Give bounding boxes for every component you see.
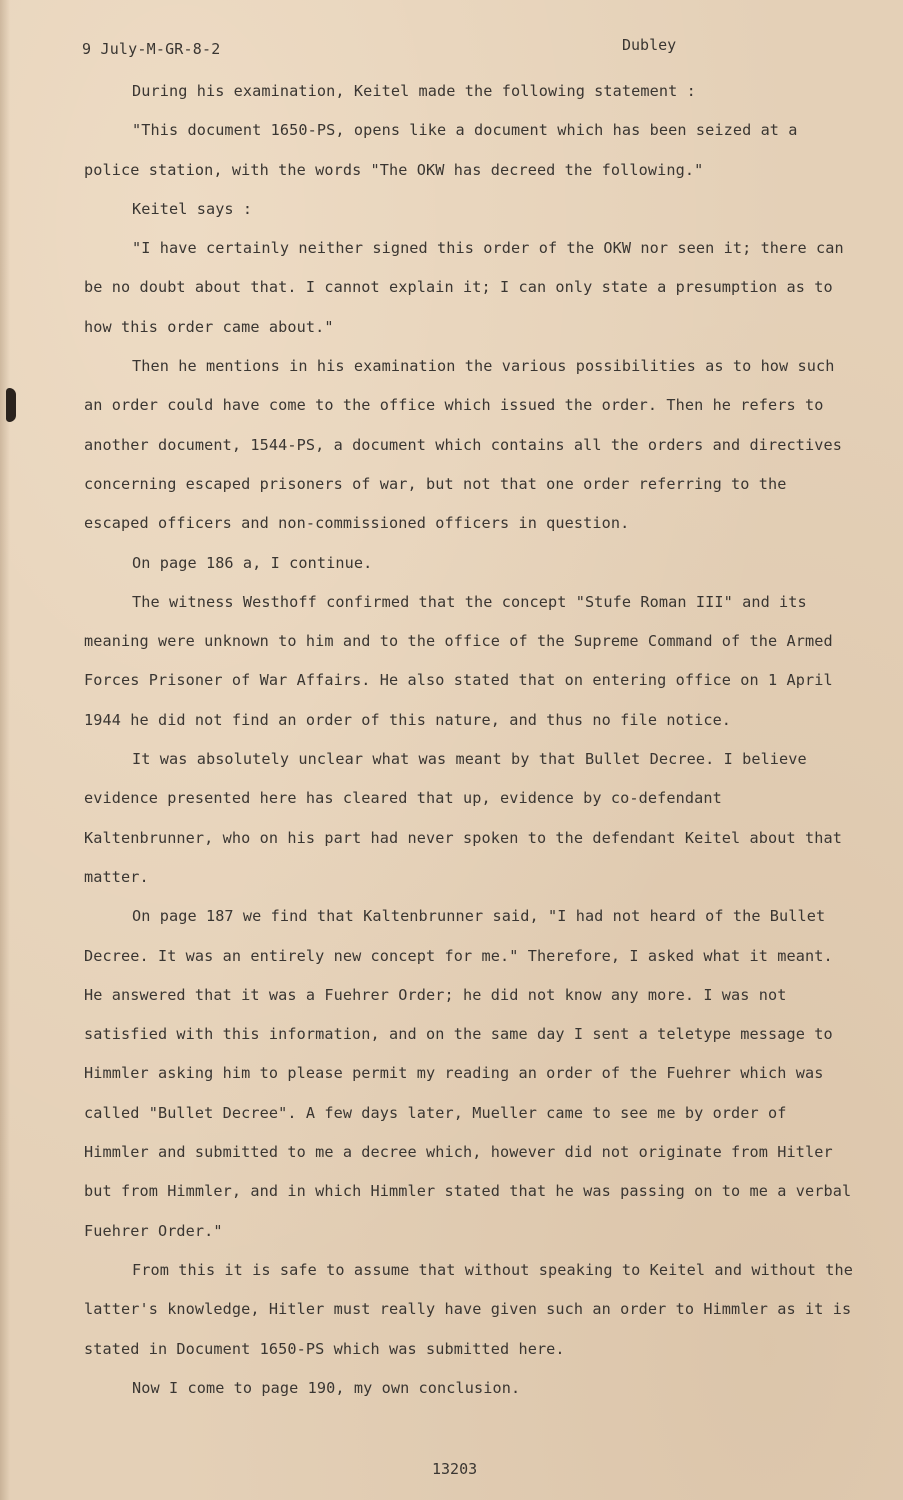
paragraph: On page 187 we find that Kaltenbrunner said, "I had not heard of the Bullet Decree. It was an entirely new concept for me." Therefore, I asked what it meant. He answered that it was a Fuehrer Order; he did not know any more. I was not satisfied with this information, and on the same day I sent a teletype message to Himmler asking him to please permit my reading an order of the Fuehrer which was called "Bullet Decree". A few days later, Mueller came to see me by order of Himmler and submitted to me a decree which, however did not originate from Hitler but from Himmler, and in which Himmler stated that he was passing on to me a verbal Fuehrer Order." <box>84 907 852 1240</box>
paragraph: Now I come to page 190, my own conclusion. <box>132 1378 521 1397</box>
paragraph: Keitel says : <box>132 199 253 218</box>
binding-hole <box>6 388 16 422</box>
page-number: 13203 <box>432 1460 478 1478</box>
paragraph: From this it is safe to assume that without speaking to Keitel and without the latter's knowledge, Hitler must really have given such an order to Himmler as it is stated in Document 1650-PS which was submitted here. <box>84 1260 854 1358</box>
paragraph: During his examination, Keitel made the following statement : <box>132 82 696 100</box>
paragraph: It was absolutely unclear what was meant by that Bullet Decree. I believe evidence presented here has cleared that up, evidence by co-defendant Kaltenbrunner, who on his part had never spoken to the defendant Keitel about that matter. <box>84 750 842 886</box>
paragraph: Then he mentions in his examination the various possibilities as to how such an order could have come to the office which issued the order. Then he refers to another document, 1544-PS, a document which contains all the orders and directives concerning escaped prisoners of war, but not that one order referring to the escaped officers and non-commissioned officers in question. <box>84 357 842 533</box>
transcript-body <box>84 72 854 1408</box>
paragraph: The witness Westhoff confirmed that the concept "Stufe Roman III" and its meaning were unknown to him and to the office of the Supreme Command of the Armed Forces Prisoner of War Affairs. He also stated that on entering office on 1 April 1944 he did not find an order of this nature, and thus no file notice. <box>84 592 833 729</box>
document-reference: 9 July-M-GR-8-2 <box>82 40 221 58</box>
paragraph: "This document 1650-PS, opens like a document which has been seized at a police station, with the words "The OKW has decreed the following." <box>84 121 798 179</box>
reporter-name: Dubley <box>622 36 677 54</box>
paper-edge-shadow <box>0 0 10 1500</box>
paragraph: "I have certainly neither signed this order of the OKW nor seen it; there can be no doubt about that. I cannot explain it; I can only state a presumption as to how this order came about." <box>84 239 844 336</box>
paragraph: On page 186 a, I continue. <box>132 553 373 572</box>
